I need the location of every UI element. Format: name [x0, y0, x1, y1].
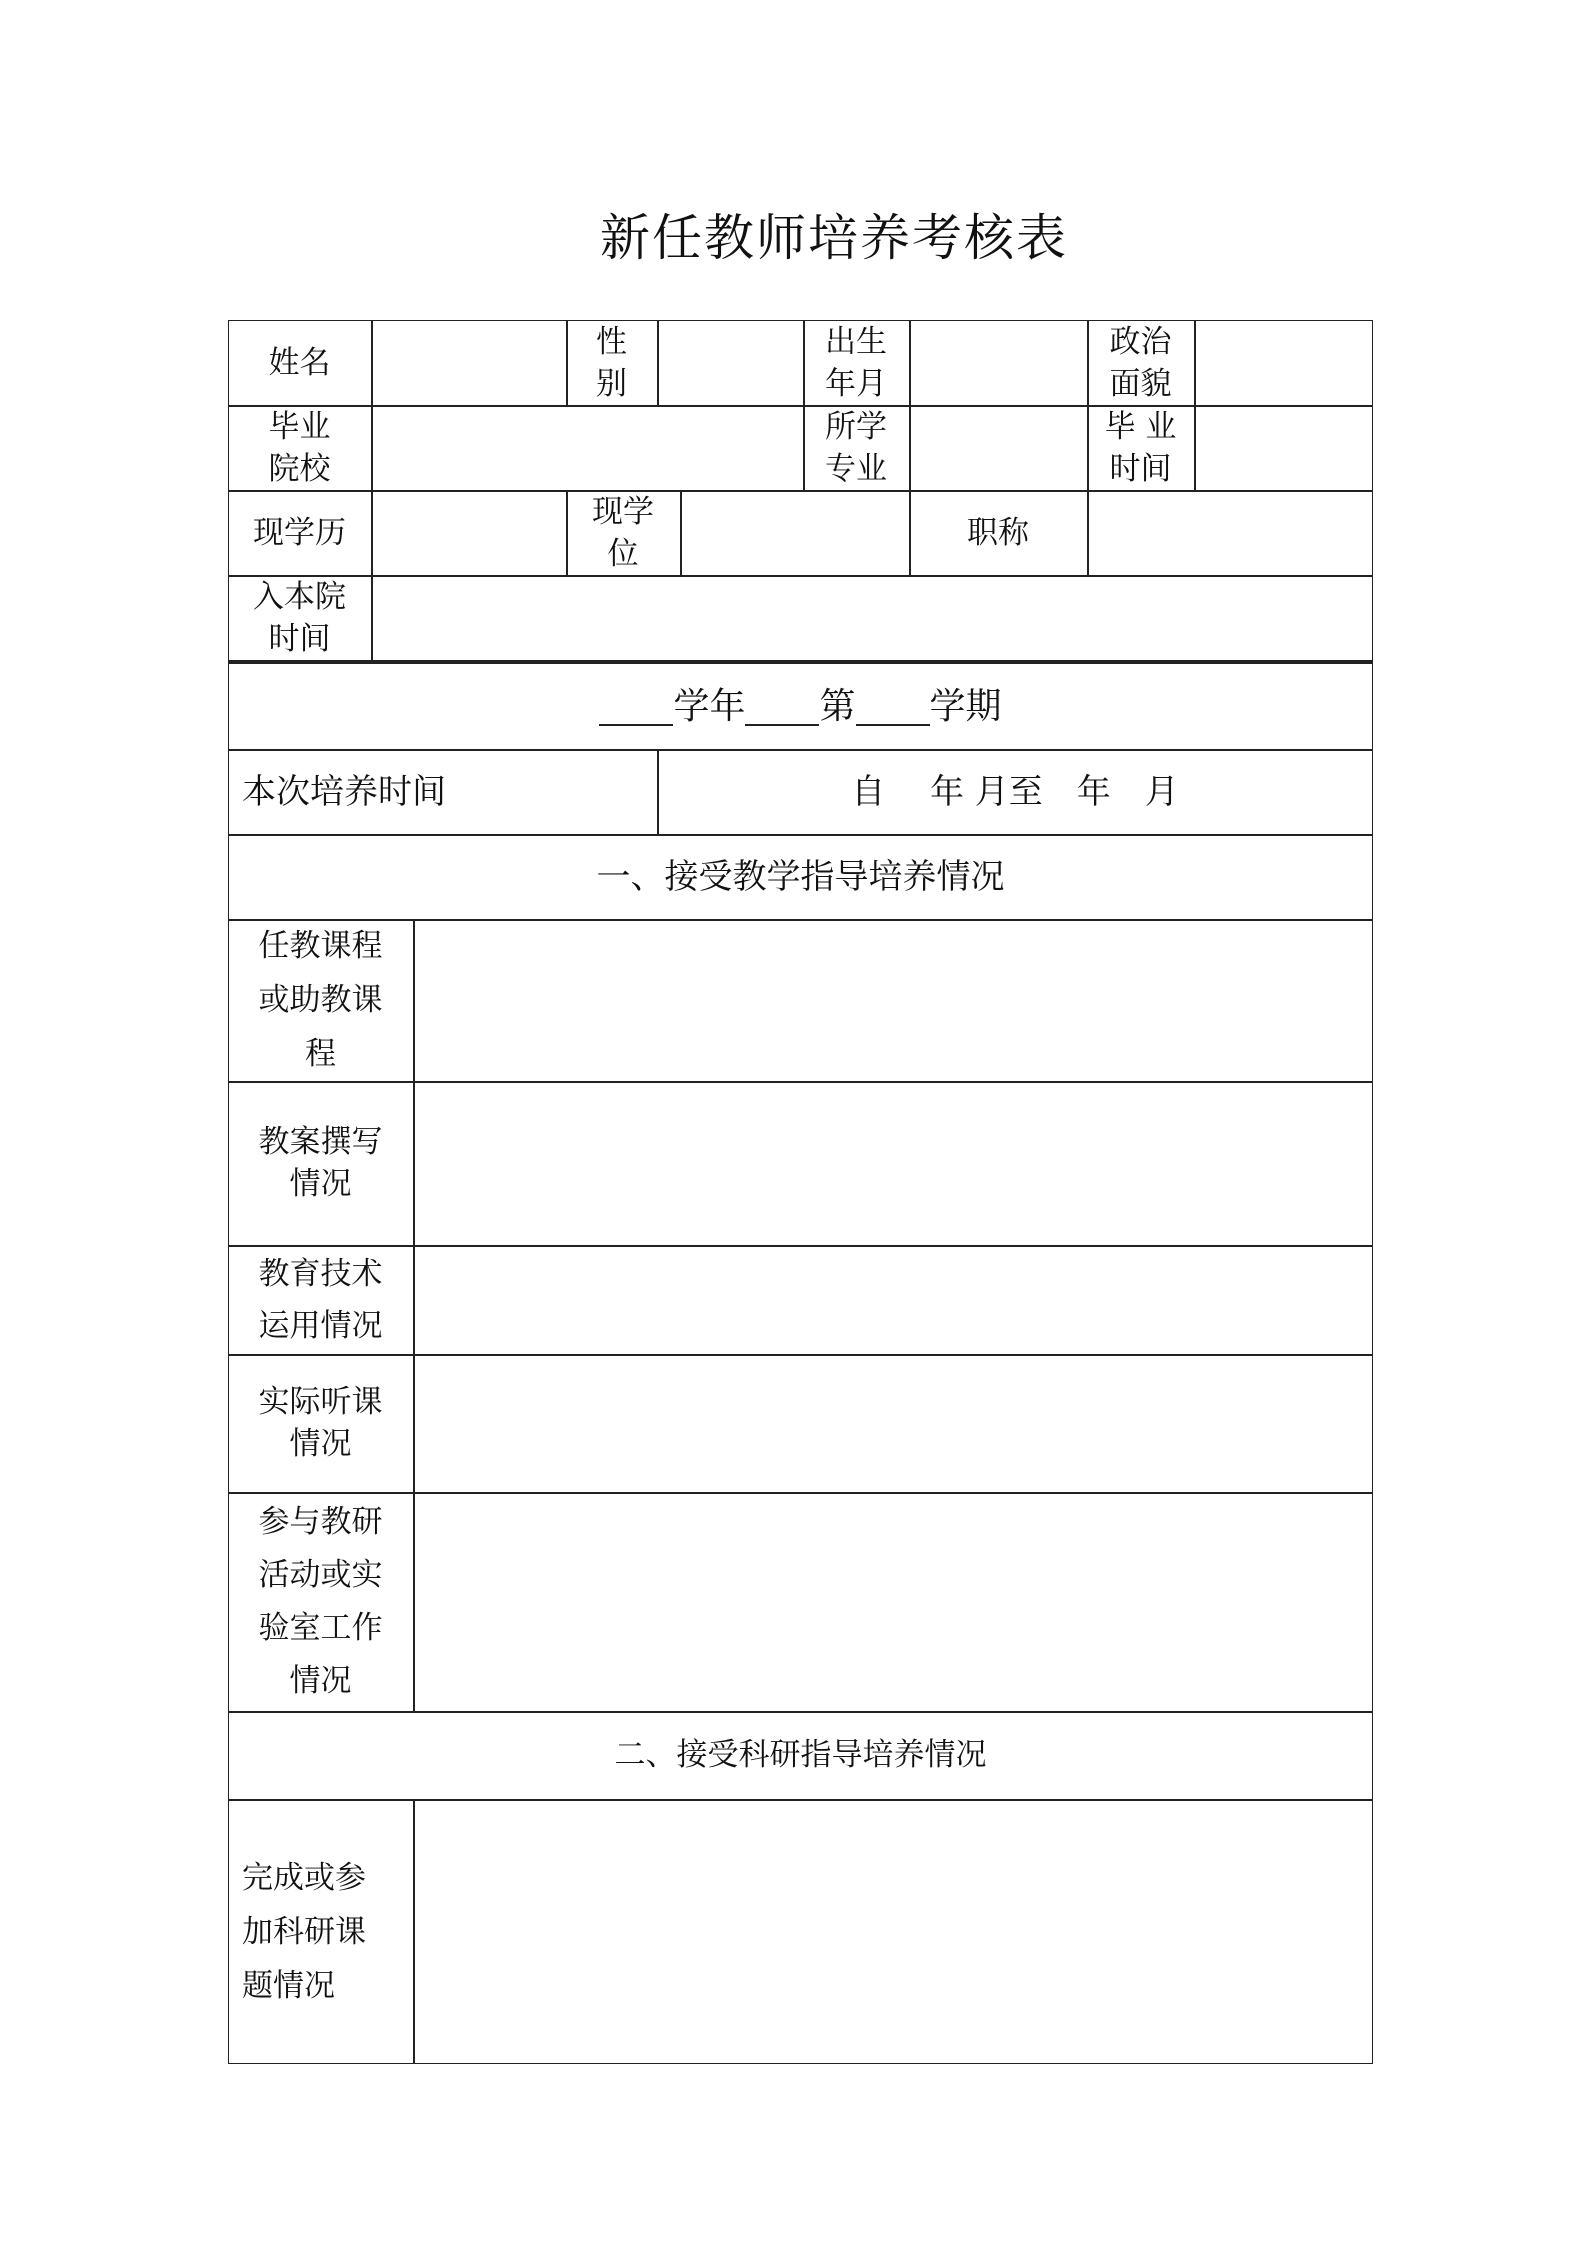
- lesson-plan-field[interactable]: [415, 1081, 1371, 1245]
- train-time-label: 本次培养时间: [242, 771, 446, 812]
- gender-field[interactable]: [659, 320, 803, 405]
- major-label: 所学 专业: [825, 408, 887, 487]
- semester-year-text: 学年: [673, 685, 746, 727]
- degree-field[interactable]: [682, 490, 909, 575]
- title-field[interactable]: [1089, 490, 1371, 575]
- semester-term-text: 学期: [929, 685, 1002, 727]
- listen-label: 实际听课 情况: [258, 1384, 383, 1462]
- grad-time-label: 毕 业 时间: [1104, 408, 1177, 487]
- year-blank[interactable]: [599, 688, 673, 726]
- join-label: 入本院 时间: [253, 578, 346, 657]
- school-label: 毕业 院校: [268, 408, 331, 487]
- title-label: 职称: [967, 514, 1029, 551]
- course-field[interactable]: [415, 919, 1371, 1081]
- section1-heading: 一、接受教学指导培养情况: [596, 856, 1005, 897]
- name-label: 姓名: [268, 344, 331, 381]
- grad-time-field[interactable]: [1196, 405, 1371, 490]
- politics-field[interactable]: [1196, 320, 1371, 405]
- project-label: 完成或参 加科研课 题情况: [242, 1859, 366, 2004]
- education-label: 现学历: [253, 514, 346, 551]
- major-field[interactable]: [911, 405, 1087, 490]
- birth-field[interactable]: [911, 320, 1087, 405]
- train-time-value[interactable]: 自 年 月至 年 月: [851, 771, 1179, 812]
- gender-label: 性 别: [596, 323, 627, 402]
- listen-field[interactable]: [415, 1354, 1371, 1492]
- name-field[interactable]: [373, 320, 566, 405]
- edutech-field[interactable]: [415, 1245, 1371, 1354]
- form-title: 新任教师培养考核表: [600, 209, 1068, 267]
- semester-row: [228, 664, 1373, 749]
- politics-label: 政治 面貌: [1109, 323, 1172, 402]
- edutech-label: 教育技术 运用情况: [258, 1255, 383, 1344]
- course-label: 任教课程 或助教课 程: [258, 928, 383, 1072]
- research-activity-field[interactable]: [415, 1492, 1371, 1711]
- project-field[interactable]: [415, 1799, 1371, 2064]
- birth-label: 出生 年月: [825, 323, 887, 402]
- join-field[interactable]: [373, 575, 1371, 660]
- term-blank[interactable]: [856, 688, 930, 726]
- research-activity-label: 参与教研 活动或实 验室工作 情况: [258, 1503, 383, 1699]
- degree-label: 现学 位: [592, 493, 654, 572]
- school-field[interactable]: [373, 405, 803, 490]
- section2-heading: 二、接受科研指导培养情况: [614, 1737, 987, 1773]
- education-field[interactable]: [373, 490, 566, 575]
- year-blank-2[interactable]: [745, 688, 819, 726]
- semester-di-text: 第: [819, 685, 856, 727]
- lesson-plan-label: 教案撰写 情况: [258, 1124, 383, 1202]
